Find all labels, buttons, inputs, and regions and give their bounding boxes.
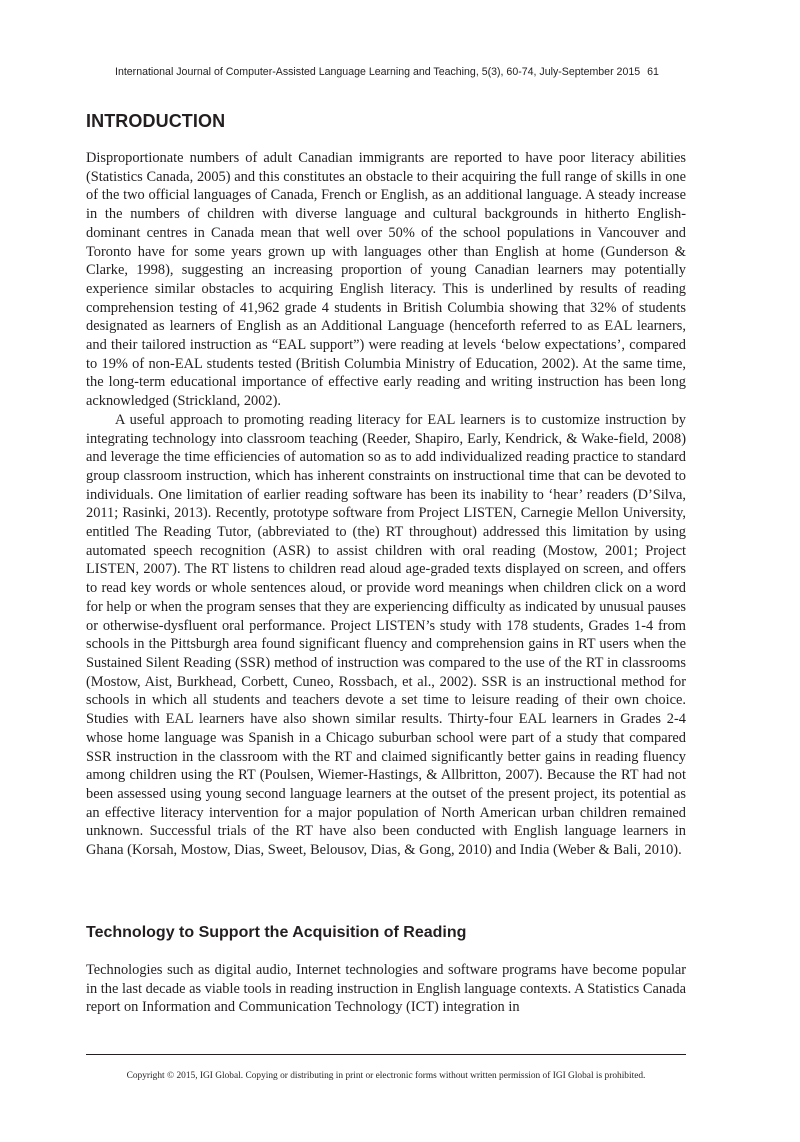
copyright-notice: Copyright © 2015, IGI Global. Copying or distributing in print or electronic forms without written permission of IGI Global is prohibited. bbox=[126, 1071, 646, 1081]
footer-divider bbox=[86, 1054, 686, 1055]
technology-body bbox=[86, 961, 686, 1017]
introduction-body bbox=[86, 149, 686, 860]
subsection-heading-technology: Technology to Support the Acquisition of Reading bbox=[86, 924, 467, 941]
journal-citation: International Journal of Computer-Assisted Language Learning and Teaching, 5(3), 60-74, July-September 2015 bbox=[115, 66, 641, 78]
running-head bbox=[115, 66, 685, 78]
page-number: 61 bbox=[647, 66, 659, 78]
paragraph: Technologies such as digital audio, Internet technologies and software programs have become popular in the last decade as viable tools in reading instruction in English language contexts. A Statistics Canada report on Information and Communication Technology (ICT) integration in bbox=[86, 962, 686, 1016]
paragraph: A useful approach to promoting reading literacy for EAL learners is to customize instruction by integrating technology into classroom teaching (Reeder, Shapiro, Early, Kendrick, & Wake-field, 2008) and leverage the time efficiencies of automation so as to add individualized reading practice to standard group classroom instruction, which has inherent constraints on instructional time that can be devoted to individuals. One limitation of earlier reading software has been its inability to ‘hear’ readers (D’Silva, 2011; Rasinki, 2013). Recently, prototype software from Project LISTEN, Carnegie Mellon University, entitled The Reading Tutor, (abbreviated to (the) RT throughout) addressed this limitation by using automated speech recognition (ASR) to assist children with oral reading (Mostow, 2001; Project LISTEN, 2007). The RT listens to children read aloud age-graded texts displayed on screen, and offers to read key words or whole sentences aloud, or provide word meanings when children click on a word for help or when the program senses that they are experiencing difficulty as indicated by unusual pauses or otherwise-dysfluent oral performance. Project LISTEN’s study with 178 students, Grades 1-4 from schools in the Pittsburgh area found significant fluency and comprehension gains in RT users when the Sustained Silent Reading (SSR) method of instruction was compared to the use of the RT in classrooms (Mostow, Aist, Burkhead, Corbett, Cuneo, Rossbach, et al., 2002). SSR is an instructional method for schools in which all students and teachers devote a set time to leisure reading of their own choice. Studies with EAL learners have also shown similar results. Thirty-four EAL learners in Grades 2-4 whose home language was Spanish in a Chicago suburban school were part of a study that compared SSR instruction in the classroom with the RT and claimed significantly better gains in reading fluency among children using the RT (Poulsen, Wiemer-Hastings, & Allbritton, 2007). Because the RT had not been assessed using young second language learners at the outset of the present project, its potential as an effective literacy intervention for a major population of North American urban children remained unknown. Successful trials of the RT have also been conducted with English language learners in Ghana (Korsah, Mostow, Dias, Sweet, Belousov, Dias, & Gong, 2010) and India (Weber & Bali, 2010). bbox=[86, 411, 686, 859]
section-heading-introduction: INTRODUCTION bbox=[86, 111, 226, 131]
paragraph: Disproportionate numbers of adult Canadian immigrants are reported to have poor literacy abilities (Statistics Canada, 2005) and this constitutes an obstacle to their acquiring the full range of skills in one of the two official languages of Canada, French or English, as an additional language. A steady increase in the numbers of children with diverse language and cultural backgrounds in hitherto English-dominant centres in Canada mean that well over 50% of the school populations in Vancouver and Toronto have for some years grown up with languages other than English at home (Gunderson & Clarke, 1998), suggesting an increasing proportion of young Canadian learners may potentially experience similar obstacles to acquiring English literacy. This is underlined by results of reading comprehension testing of 41,962 grade 4 students in British Columbia showing that 32% of students designated as learners of English as an Additional Language (henceforth referred to as EAL learners, and their tailored instruction as “EAL support”) were reading at levels ‘below expectations’, compared to 19% of non-EAL students tested (British Columbia Ministry of Education, 2002). At the same time, the long-term educational importance of effective early reading and writing instruction has been long acknowledged (Strickland, 2002). bbox=[86, 150, 686, 410]
